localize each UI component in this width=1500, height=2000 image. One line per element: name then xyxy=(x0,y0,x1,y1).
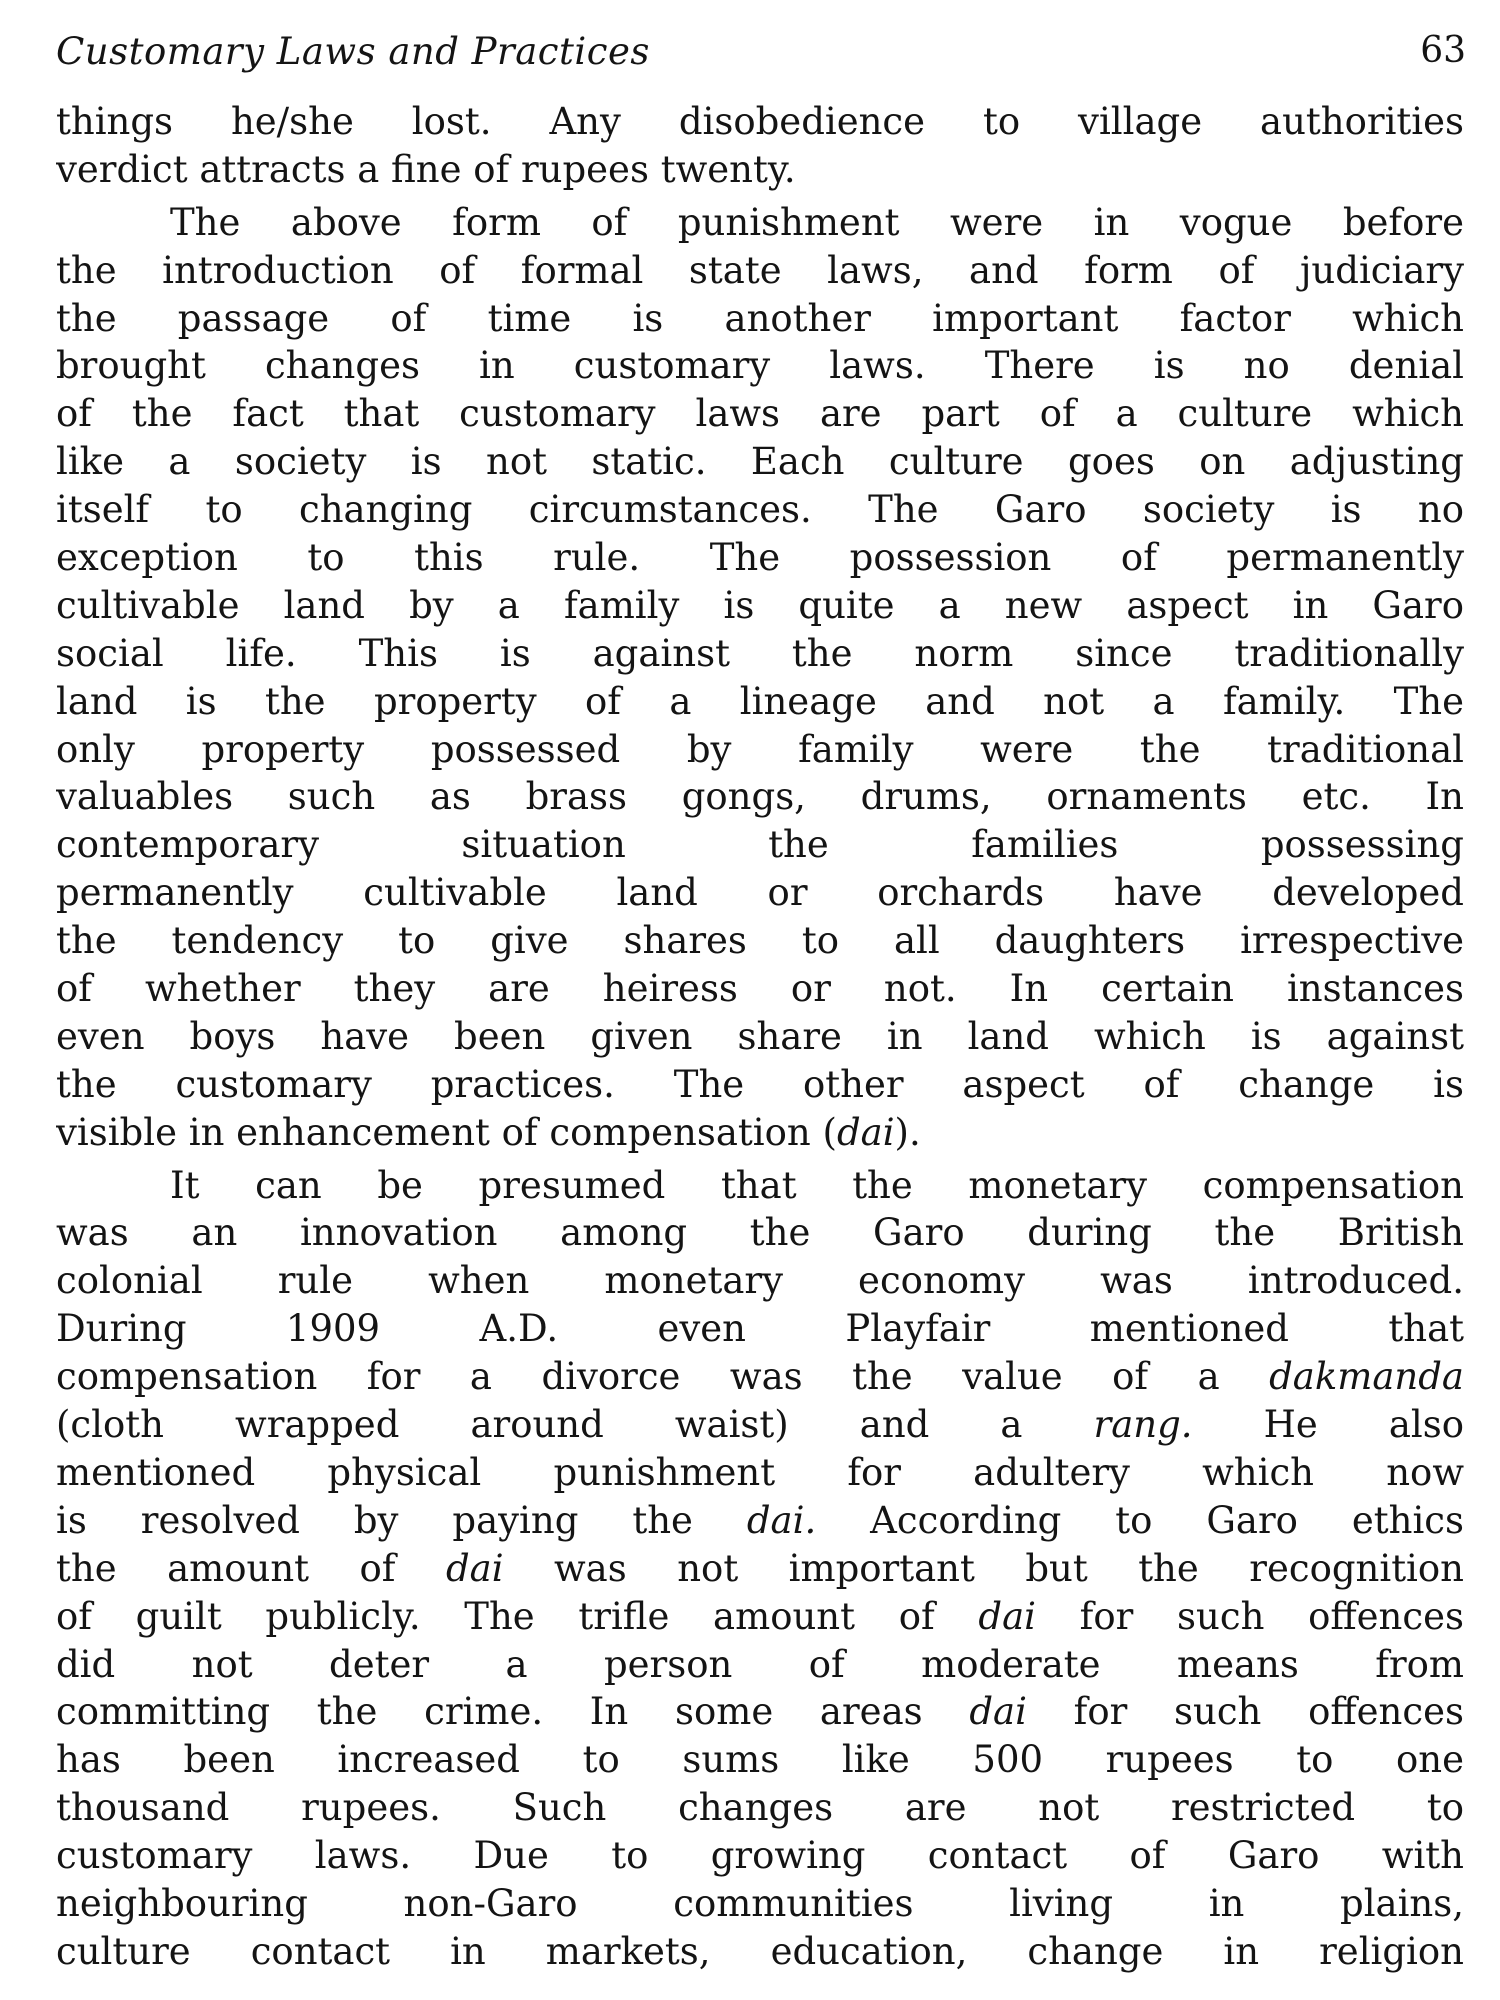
text-line: cultivable land by a family is quite a new aspect in Garo xyxy=(56,583,1464,627)
italic-term-dai: dai xyxy=(978,1594,1036,1638)
text-line: was an innovation among the Garo during the British xyxy=(56,1211,1464,1255)
text-line: like a society is not static. Each culture goes on adjusting xyxy=(56,440,1464,484)
italic-term-dakmanda: dakmanda xyxy=(1269,1355,1464,1399)
text-line: the amount of dai was not important but the recognition xyxy=(56,1546,1464,1590)
italic-term-dai: dai xyxy=(969,1690,1027,1734)
text-line: valuables such as brass gongs, drums, ornaments etc. In xyxy=(56,775,1464,819)
text-line: permanently cultivable land or orchards have developed xyxy=(56,871,1464,915)
running-header xyxy=(56,30,1466,80)
text-line: customary laws. Due to growing contact of Garo with xyxy=(56,1834,1464,1878)
italic-term-dai: dai xyxy=(445,1546,504,1590)
text-line: the tendency to give shares to all daughters irrespective xyxy=(56,919,1464,963)
text-line: exception to this rule. The possession of permanently xyxy=(56,536,1464,580)
text-line: committing the crime. In some areas dai for such offences xyxy=(56,1690,1464,1734)
paragraph xyxy=(56,199,1464,1157)
text-line: thousand rupees. Such changes are not restricted to xyxy=(56,1786,1464,1830)
text-line: It can be presumed that the monetary compensation xyxy=(170,1163,1464,1207)
text-line: the passage of time is another important factor which xyxy=(56,296,1464,340)
text-line: is resolved by paying the dai. According to Garo ethics xyxy=(56,1498,1464,1542)
text-line: mentioned physical punishment for adultery which now xyxy=(56,1450,1464,1494)
text-line: During 1909 A.D. even Playfair mentioned that xyxy=(56,1307,1464,1351)
text-line: social life. This is against the norm since traditionally xyxy=(56,631,1464,675)
text-line: things he/she lost. Any disobedience to village authorities xyxy=(56,100,1464,143)
body-text xyxy=(56,98,1464,1976)
text-line: has been increased to sums like 500 rupees to one xyxy=(56,1738,1464,1782)
text-line: even boys have been given share in land which is against xyxy=(56,1014,1464,1058)
text-line: verdict attracts a fine of rupees twenty. xyxy=(56,147,796,191)
text-line: visible in enhancement of compensation (dai). xyxy=(56,1110,921,1154)
text-line: of whether they are heiress or not. In certain instances xyxy=(56,967,1464,1011)
text-line: colonial rule when monetary economy was introduced. xyxy=(56,1259,1464,1303)
text-line: of the fact that customary laws are part of a culture which xyxy=(56,392,1464,436)
text-line: only property possessed by family were the traditional xyxy=(56,727,1464,771)
italic-term-rang: rang. xyxy=(1093,1403,1193,1447)
text-line: the customary practices. The other aspect of change is xyxy=(56,1062,1464,1106)
text-line: culture contact in markets, education, change in religion xyxy=(56,1929,1464,1973)
running-title: Customary Laws and Practices xyxy=(56,30,650,73)
text-line: did not deter a person of moderate means from xyxy=(56,1642,1464,1686)
text-line: land is the property of a lineage and not a family. The xyxy=(56,679,1464,723)
italic-term-dai: dai xyxy=(836,1110,895,1154)
text-line: neighbouring non-Garo communities living in plains, xyxy=(56,1881,1464,1925)
text-line: compensation for a divorce was the value of a dakmanda xyxy=(56,1355,1464,1399)
paragraph xyxy=(56,1162,1464,1976)
text-line: The above form of punishment were in vogue before xyxy=(170,200,1464,244)
text-line: the introduction of formal state laws, and form of judiciary xyxy=(56,248,1464,292)
text-line: (cloth wrapped around waist) and a rang. He also xyxy=(56,1403,1464,1447)
text-line: itself to changing circumstances. The Garo society is no xyxy=(56,488,1464,532)
page-number: 63 xyxy=(1420,30,1466,71)
text-line: contemporary situation the families possessing xyxy=(56,823,1464,867)
text-line: of guilt publicly. The trifle amount of dai for such offences xyxy=(56,1594,1464,1638)
paragraph-continued xyxy=(56,98,1464,194)
italic-term-dai: dai. xyxy=(746,1498,817,1542)
text-line: brought changes in customary laws. There is no denial xyxy=(56,344,1464,388)
